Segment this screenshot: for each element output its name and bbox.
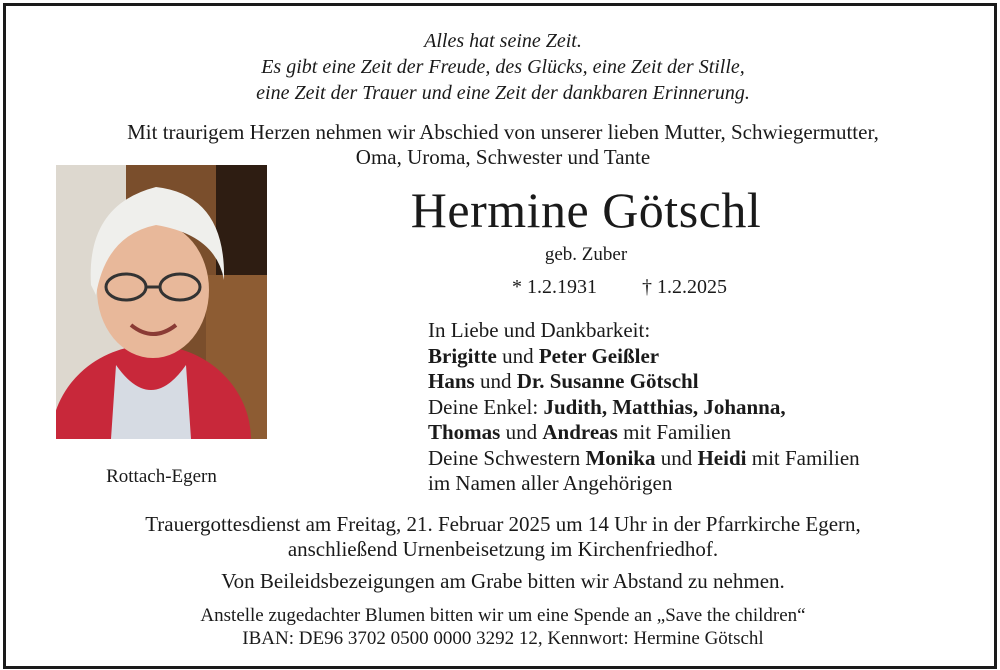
intro-line-2: Oma, Uroma, Schwester und Tante — [355, 145, 651, 169]
death-date: † 1.2.2025 — [642, 276, 727, 298]
mourner-line-5: Deine Schwestern Monika und Heidi mit Familien — [428, 445, 860, 470]
place-of-residence: Rottach-Egern — [106, 466, 217, 487]
mourners-heading: In Liebe und Dankbarkeit: — [428, 318, 651, 342]
deceased-name: Hermine Götschl — [410, 182, 762, 238]
mourners-list — [428, 318, 860, 497]
portrait-photo — [56, 165, 267, 439]
birth-date: * 1.2.1931 — [512, 276, 597, 298]
maiden-name: geb. Zuber — [544, 244, 628, 265]
mourner-line-3: Deine Enkel: Judith, Matthias, Johanna, — [428, 394, 786, 419]
motto-line-1: Alles hat seine Zeit. — [424, 30, 582, 52]
funeral-service-info — [6, 512, 1000, 562]
motto — [6, 28, 1000, 106]
donation-request — [6, 604, 1000, 650]
intro-line-1: Mit traurigem Herzen nehmen wir Abschied von unserer lieben Mutter, Schwiegermutter, — [127, 120, 879, 144]
obituary-frame — [3, 3, 997, 669]
portrait-illustration — [56, 165, 267, 439]
life-dates — [512, 276, 727, 299]
condolences-note: Von Beileidsbezeigungen am Grabe bitten wir Abstand zu nehmen. — [221, 569, 785, 593]
mourner-line-2: Hans und Dr. Susanne Götschl — [428, 369, 699, 393]
mourner-line-4: Thomas und Andreas mit Familien — [428, 420, 731, 444]
mourner-line-6: im Namen aller Angehörigen — [428, 471, 673, 495]
mourner-line-1: Brigitte und Peter Geißler — [428, 343, 660, 368]
donation-line-1: Anstelle zugedachter Blumen bitten wir um eine Spende an „Save the children“ — [200, 605, 806, 626]
motto-line-3: eine Zeit der Trauer und eine Zeit der dankbaren Erinnerung. — [256, 82, 750, 104]
service-line-2: anschließend Urnenbeisetzung im Kirchenfriedhof. — [287, 537, 719, 561]
intro-text — [6, 120, 1000, 170]
donation-iban: IBAN: DE96 3702 0500 0000 3292 12, Kennwort: Hermine Götschl — [242, 628, 764, 649]
motto-line-2: Es gibt eine Zeit der Freude, des Glücks, eine Zeit der Stille, — [261, 56, 745, 78]
service-line-1: Trauergottesdienst am Freitag, 21. Februar 2025 um 14 Uhr in der Pfarrkirche Egern, — [145, 512, 861, 536]
